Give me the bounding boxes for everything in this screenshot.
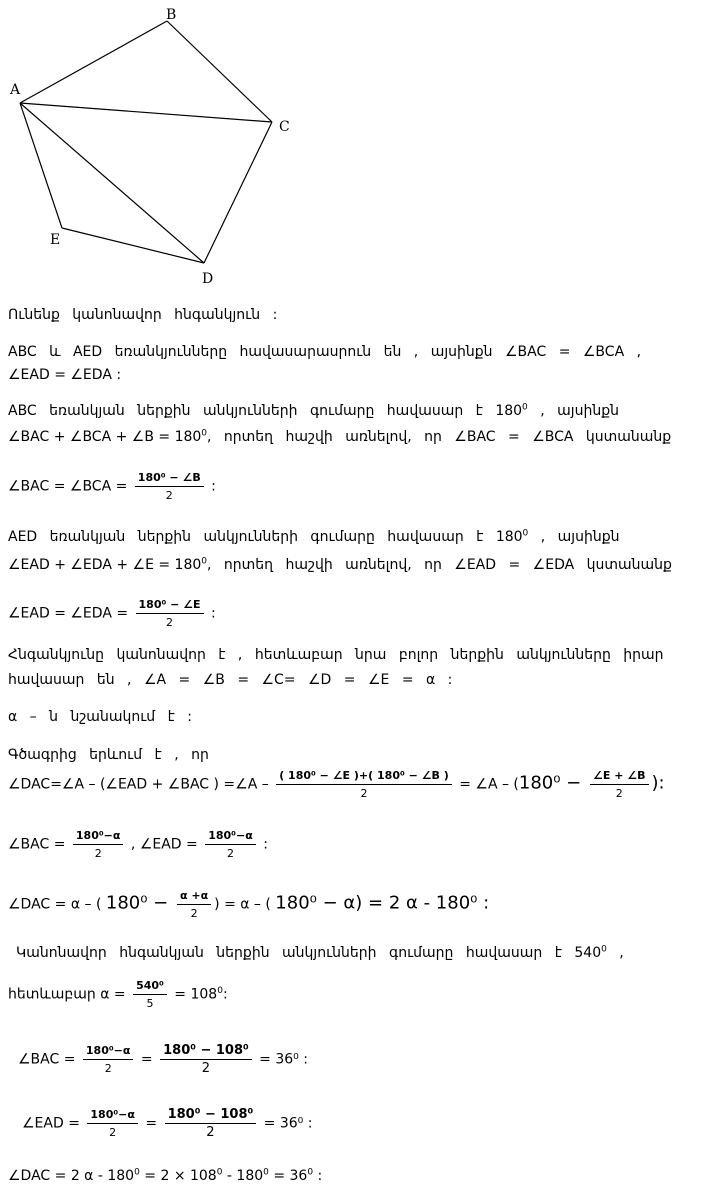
fraction: $\frac{\text{( 180⁰ − ∠E )+( 180⁰ − ∠B )}}{2}$: [276, 768, 452, 801]
vertex-label-d: D: [202, 271, 214, 287]
line-6: ∠BAC = ∠BCA = $\frac{\text{180⁰ − ∠B}}{2}$ :: [8, 471, 216, 502]
fraction: $\frac{\text{180⁰−α}}{2}$: [205, 828, 256, 861]
line-16: ∠DAC = α – ( 180⁰ − $\frac{\alpha +\alpha}{2}$ ) = α – ( 180⁰ − α) = 2 α - 180⁰ :: [8, 889, 490, 920]
vertex-label-a: A: [10, 82, 21, 98]
edge-cd: [204, 122, 272, 263]
fraction: $\frac{\text{180⁰ − ∠E}}{2}$: [136, 597, 204, 630]
fraction: $\frac{\text{180⁰ − 108⁰}}{2}$: [160, 1043, 252, 1076]
line-19: ∠BAC = $\frac{\text{180⁰−α}}{2}$ = $\frac{\text{180⁰ − 108⁰}}{2}$ = 36⁰ :: [18, 1043, 308, 1076]
edge-bc: [167, 21, 272, 122]
fraction: $\frac{\alpha +\alpha}{2}$: [177, 888, 211, 921]
line-1: Ունենք կանոնավոր հնգանկյուն :: [8, 307, 278, 323]
edge-ab: [20, 21, 167, 103]
line-4: ABC եռանկյան ներքին անկյունների գումարը հավասար է $180^0$ , այսինքն: [8, 402, 619, 419]
line-2: ABC և AED եռանկյունները հավասարասրուն են , այսինքն ∠BAC = ∠BCA ,: [8, 344, 642, 360]
fraction: $\frac{\text{180⁰−α}}{2}$: [83, 1043, 134, 1076]
diagonal-ad: [20, 103, 204, 263]
line-3: ∠EAD = ∠EDA :: [8, 367, 122, 383]
diagonal-ac: [20, 103, 272, 122]
fraction: $\frac{\text{180⁰−α}}{2}$: [73, 828, 124, 861]
fraction: $\frac{\text{180⁰ − ∠B}}{2}$: [135, 470, 204, 503]
line-11: հավասար են , ∠A = ∠B = ∠C= ∠D = ∠E = α :: [8, 672, 453, 688]
vertex-label-e: E: [50, 232, 61, 248]
line-14: ∠DAC=∠A – (∠EAD + ∠BAC ) =∠A – $\frac{\text{( 180⁰ − ∠E )+( 180⁰ − ∠B )}}{2}$ = ∠A – (180⁰ − $\frac{\angle E + \angle B}{2}$ ):: [8, 769, 665, 800]
pentagon-figure: [0, 0, 300, 290]
vertex-label-c: C: [279, 119, 290, 135]
line-5: ∠BAC + ∠BCA + ∠B = $180^0$, որտեղ հաշվի առնելով, որ ∠BAC = ∠BCA կստանանք: [8, 428, 672, 445]
fraction: $\frac{\text{180⁰−α}}{2}$: [87, 1107, 138, 1140]
fraction: $\frac{\text{180⁰ − 108⁰}}{2}$: [165, 1107, 257, 1140]
line-9: ∠EAD = ∠EDA = $\frac{\text{180⁰ − ∠E}}{2}$ :: [8, 598, 216, 629]
fraction: $\frac{\angle E + \angle B}{2}$: [590, 768, 649, 801]
line-12: α – ն նշանակում է :: [8, 709, 192, 725]
line-15: ∠BAC = $\frac{\text{180⁰−α}}{2}$ , ∠EAD = $\frac{\text{180⁰−α}}{2}$ :: [8, 829, 268, 860]
line-18: հետևաբար α = $\frac{\text{540⁰}}{5}$ = $108^0$:: [8, 979, 228, 1010]
edge-de: [62, 228, 204, 263]
line-17: Կանոնավոր հնգանկյան ներքին անկյունների գումարը հավասար է $540^0$ ,: [16, 944, 624, 961]
line-13: Գծագրից երևում է , որ: [8, 747, 209, 763]
vertex-label-b: B: [166, 7, 177, 23]
line-10: Հնգանկյունը կանոնավոր է , հետևաբար նրա բոլոր ներքին անկյունները իրար: [8, 647, 664, 663]
fraction: $\frac{\text{540⁰}}{5}$: [133, 978, 167, 1011]
line-7: AED եռանկյան ներքին անկյունների գումարը հավասար է $180^0$ , այսինքն: [8, 528, 620, 545]
line-21: ∠DAC = 2 $\alpha - 180^0 = 2 \times 108^0 - 180^0 = 36^0$ :: [8, 1167, 323, 1184]
line-20: ∠EAD = $\frac{\text{180⁰−α}}{2}$ = $\frac{\text{180⁰ − 108⁰}}{2}$ = 36⁰ :: [22, 1107, 313, 1140]
line-8: ∠EAD + ∠EDA + ∠E = $180^0$, որտեղ հաշվի առնելով, որ ∠EAD = ∠EDA կստանանք: [8, 556, 672, 573]
